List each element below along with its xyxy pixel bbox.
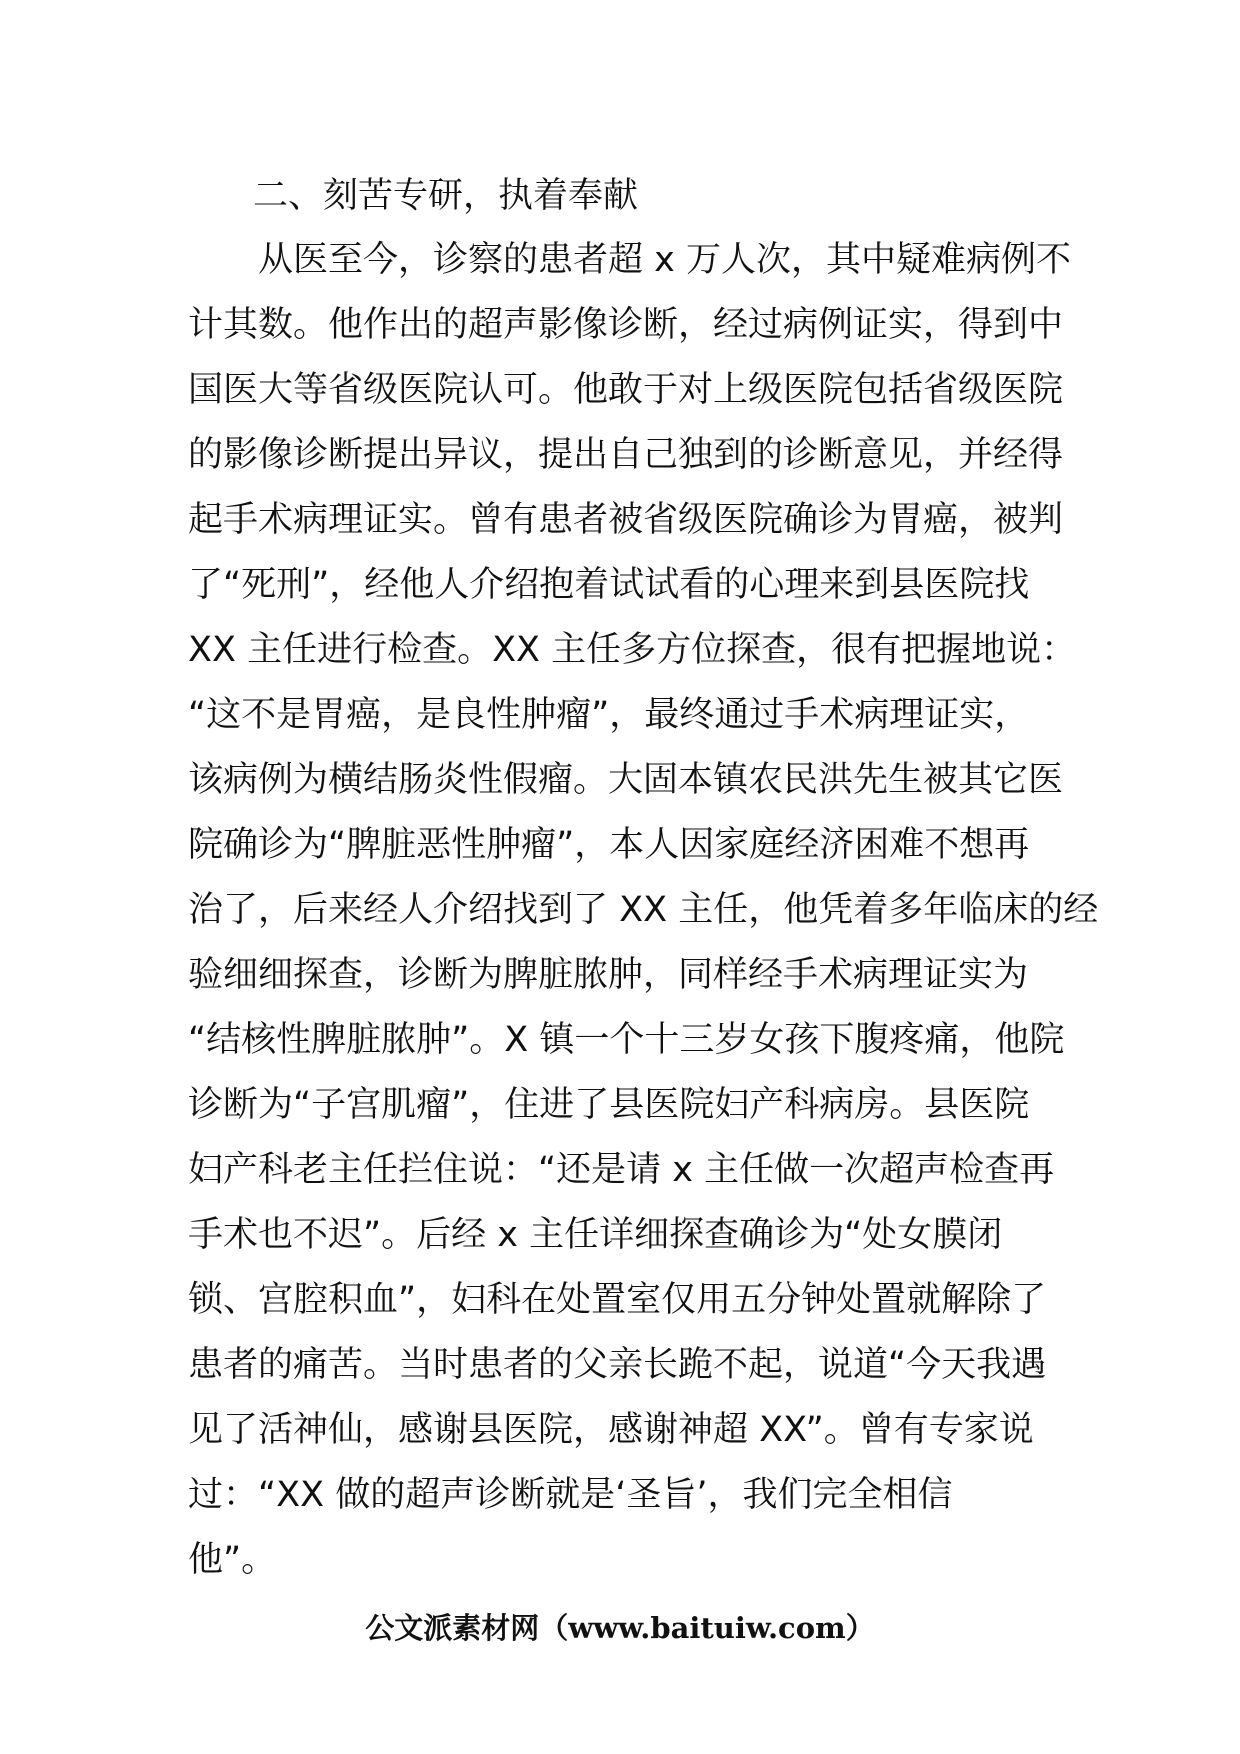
paragraph-line: 治了，后来经人介绍找到了 XX 主任，他凭着多年临床的经	[188, 890, 1099, 930]
paragraph-line: 他”。	[188, 1540, 277, 1580]
paragraph-line: 国医大等省级医院认可。他敢于对上级医院包括省级医院	[188, 370, 1064, 410]
paragraph-line: 锁、宫腔积血”，妇科在处置室仅用五分钟处置就解除了	[188, 1280, 1047, 1320]
body-paragraph	[188, 228, 1099, 1593]
paragraph-line: 妇产科老主任拦住说：“还是请 x 主任做一次超声检查再	[188, 1150, 1055, 1190]
paragraph-line: 手术也不迟”。后经 x 主任详细探查确诊为“处女膜闭	[188, 1215, 1003, 1255]
footer-watermark-text: 公文派素材网（www.baituiw.com）	[365, 1611, 875, 1645]
paragraph-line: “结核性脾脏脓肿”。X 镇一个十三岁女孩下腹疼痛，他院	[188, 1020, 1065, 1060]
paragraph-line: 院确诊为“脾脏恶性肿瘤”，本人因家庭经济困难不想再	[188, 825, 1030, 865]
paragraph-line: 见了活神仙，感谢县医院，感谢神超 XX”。曾有专家说	[188, 1410, 1034, 1450]
paragraph-line: 患者的痛苦。当时患者的父亲长跪不起，说道“今天我遇	[188, 1345, 1047, 1385]
paragraph-line: 诊断为“子宫肌瘤”，住进了县医院妇产科病房。县医院	[188, 1085, 1030, 1125]
paragraph-line: 验细细探查，诊断为脾脏脓肿，同样经手术病理证实为	[188, 955, 1029, 995]
paragraph-line: 了“死刑”，经他人介绍抱着试试看的心理来到县医院找	[188, 565, 1030, 605]
paragraph-line: 该病例为横结肠炎性假瘤。大固本镇农民洪先生被其它医	[188, 760, 1064, 800]
section-heading: 二、刻苦专研，执着奉献	[253, 176, 639, 216]
paragraph-line: 计其数。他作出的超声影像诊断，经过病例证实，得到中	[188, 305, 1064, 345]
paragraph-line: 起手术病理证实。曾有患者被省级医院确诊为胃癌，被判	[188, 500, 1064, 540]
paragraph-line: “这不是胃癌，是良性肿瘤”，最终通过手术病理证实，	[188, 695, 1030, 735]
paragraph-line: 的影像诊断提出异议，提出自己独到的诊断意见，并经得	[188, 435, 1064, 475]
paragraph-line: 从医至今，诊察的患者超 x 万人次，其中疑难病例不	[188, 240, 1071, 280]
paragraph-line: 过：“XX 做的超声诊断就是‘圣旨’，我们完全相信	[188, 1475, 953, 1515]
paragraph-line: XX 主任进行检查。XX 主任多方位探查，很有把握地说：	[188, 630, 1077, 670]
